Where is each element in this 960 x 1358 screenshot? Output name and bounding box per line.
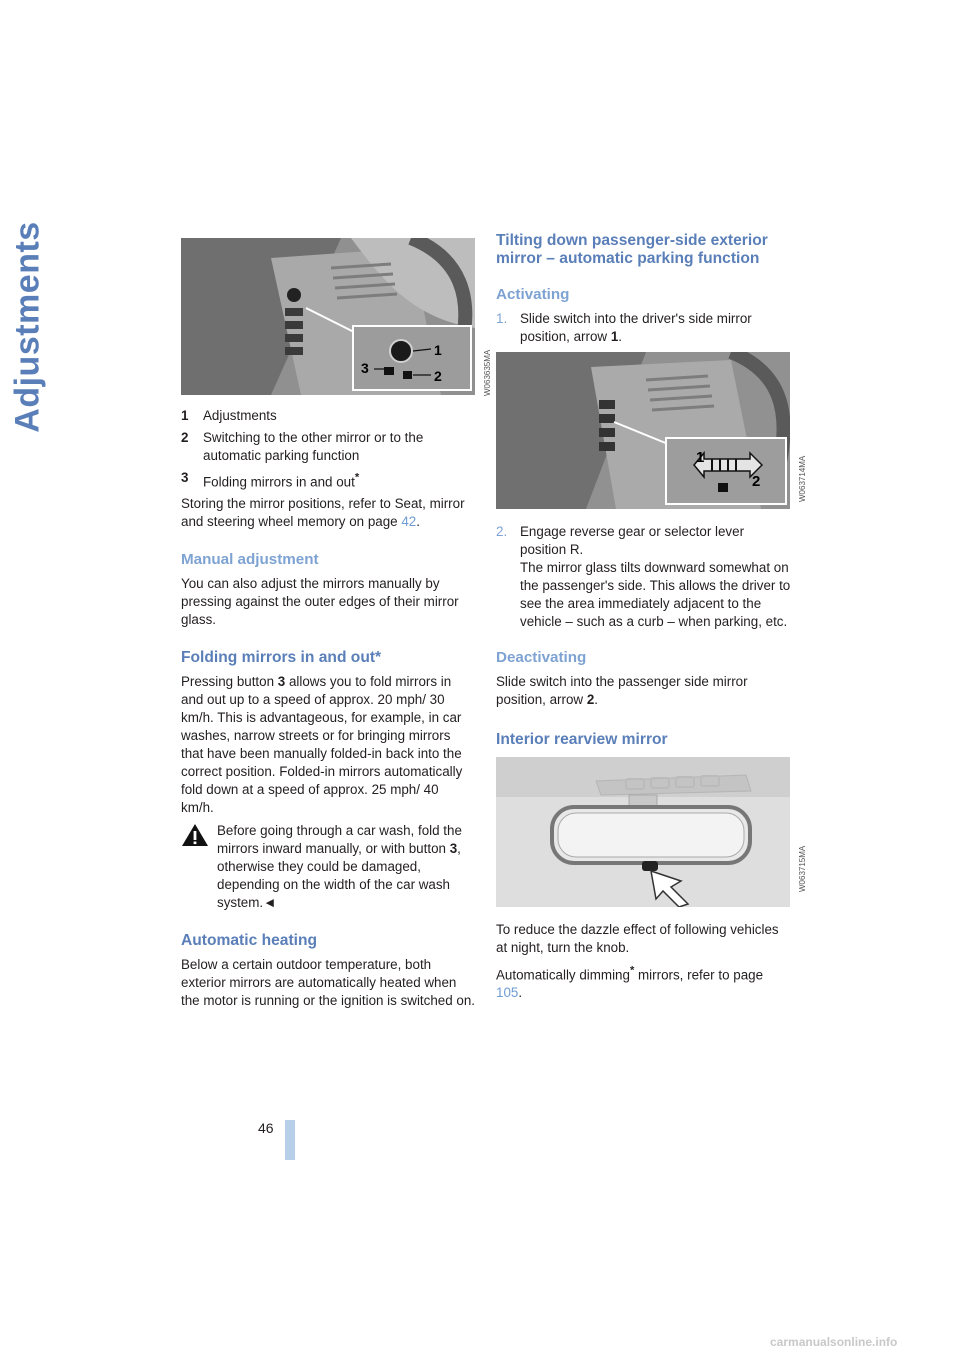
legend-item: 2 Switching to the other mirror or to the automatic parking function <box>181 430 424 463</box>
manual-adjustment-text: You can also adjust the mirrors manually by pressing against the outer edges of their mirror glass. <box>181 576 459 628</box>
section-title: Adjustments <box>8 221 47 433</box>
mirror-controls-figure <box>181 238 475 395</box>
warning-note: Before going through a car wash, fold the mirrors inward manually, or with button 3, otherwise they could be damaged, depending on the width of the car wash system.◄ <box>181 822 475 912</box>
figure-code: W063714MA <box>798 455 807 502</box>
figure-code: W063715MA <box>798 845 807 892</box>
activating-heading: Activating <box>496 286 570 303</box>
footer-watermark: carmanualsonline.info <box>770 1335 898 1349</box>
optional-mark: * <box>629 965 635 977</box>
figure-code: W063635MA <box>483 349 492 396</box>
callout-2: 2 <box>752 473 761 490</box>
legend-item: 3 Folding mirrors in and out* <box>181 470 360 490</box>
tilting-heading: Tilting down passenger-side exterior mirror – automatic parking function <box>496 232 768 267</box>
page-link-42[interactable]: 42 <box>401 514 417 530</box>
step-2: 2. Engage reverse gear or selector lever position R. The mirror glass tilts downward somewhat on the passenger's side. This allows the driver to see the area immediately adjacent to the vehicle – such as a curb – when parking, etc. <box>496 524 791 629</box>
folding-heading: Folding mirrors in and out* <box>181 649 382 667</box>
storing-paragraph: Storing the mirror positions, refer to Seat, mirror and steering wheel memory on page 42. <box>181 496 465 530</box>
left-column <box>181 238 492 1015</box>
interior-mirror-heading: Interior rearview mirror <box>496 731 668 748</box>
auto-dimming-text: Automatically dimming* mirrors, refer to page 105. <box>496 965 764 1001</box>
callout-1: 1 <box>696 449 705 466</box>
folding-text: Pressing button 3 allows you to fold mirrors in and out up to a speed of approx. 20 mph/ 30 km/h. This is advantageous, for example, in car washes, narrow streets or for bringing mirrors that have been manually folded-in back into the correct position. Folded-in mirrors automatically fold down at a speed of approx. 25 mph/ 40 km/h. <box>181 674 463 816</box>
interior-mirror-text: To reduce the dazzle effect of following vehicles at night, turn the knob. <box>496 922 779 955</box>
optional-mark: * <box>354 472 360 484</box>
callout-2: 2 <box>434 368 442 384</box>
page-marker-bar <box>285 1120 295 1160</box>
callout-3: 3 <box>361 360 369 376</box>
deactivating-heading: Deactivating <box>496 649 587 666</box>
page-number: 46 <box>258 1120 274 1136</box>
automatic-heating-text: Below a certain outdoor temperature, both exterior mirrors are automatically heated when the motor is running or the ignition is switched on. <box>181 957 476 1009</box>
manual-adjustment-heading: Manual adjustment <box>181 551 319 569</box>
right-column <box>496 232 807 1007</box>
switch-position-figure <box>496 352 790 509</box>
legend-item: 1 Adjustments <box>181 408 277 423</box>
rearview-mirror-figure <box>496 757 790 907</box>
step-1: 1. Slide switch into the driver's side mirror position, arrow 1. <box>496 311 752 344</box>
legend-list <box>181 407 475 491</box>
callout-1: 1 <box>434 342 442 358</box>
automatic-heating-heading: Automatic heating <box>181 932 318 950</box>
deactivating-text: Slide switch into the passenger side mirror position, arrow 2. <box>496 674 748 707</box>
warning-icon <box>181 823 209 847</box>
page-link-105[interactable]: 105 <box>496 985 519 1001</box>
